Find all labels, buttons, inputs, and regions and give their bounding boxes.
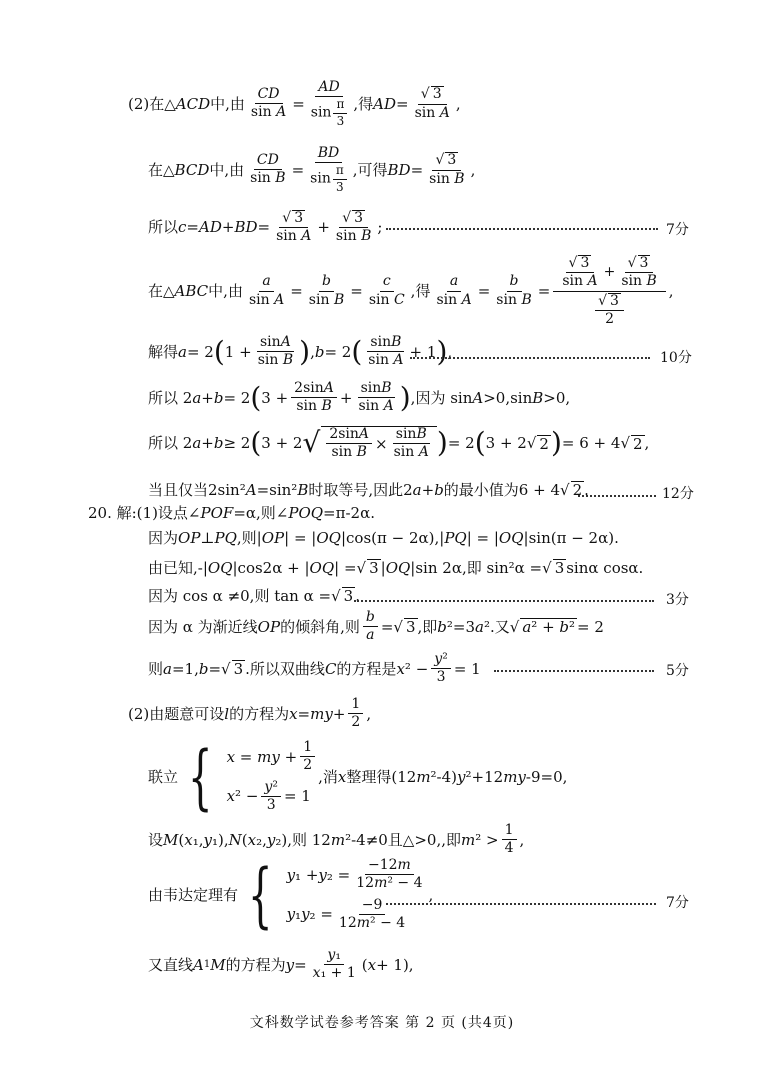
- solution-line-9: 20. 解:(1)设点∠ POF =α,则∠ POQ =π-2α.: [88, 504, 375, 522]
- solution-line-6: 所以 2 a + b = 2 ( 3 + $\frac{2\sin A}{\text{sin B}}$ + $\frac{\sin B}{\text{sin A}}$ ) ,因为 sin A >0,sin B >0,: [148, 380, 571, 415]
- score-12: 12分: [662, 486, 694, 502]
- solution-line-4: 在△ ABC 中,由 $\frac{a}{\text{sin A}}$ = $\frac{b}{\text{sin B}}$ = $\frac{c}{\text{sin C}}$ ,得 $\frac{a}{\text{sin A}}$ = $\frac{b}{\text{sin B}}$ = √ 3 sin A + √ 3 sin B $\frac{√ 3}{2}$ ,: [148, 255, 674, 328]
- leader-dots: [410, 357, 650, 359]
- solution-line-17: 设 M ( x ₁, y ₁), N ( x ₂, y ₂),则 12 m ²-4≠0且△>0,,即 m ² > 1 4 ,: [148, 822, 525, 857]
- solution-line-2: 在△ BCD 中,由 $\frac{CD}{\text{sin B}}$ = BD sin $\frac{\pi}{3}$ ,可得 BD = $\frac{√ 3}{\text{sin B}}$ ,: [148, 145, 476, 194]
- solution-line-3: 所以 c = AD + BD = $\frac{√ 3}{\text{sin A}}$ + $\frac{√ 3}{\text{sin B}}$ ;: [148, 210, 383, 245]
- solution-line-8: 当且仅当2sin² A =sin² B 时取等号,因此2 a + b 的最小值为6 + 4 √ 2 .: [148, 480, 589, 499]
- score-7: 7分: [666, 222, 689, 238]
- solution-line-1: (2)在△ ACD 中,由 $\frac{CD}{\text{sin A}}$ = AD sin $\frac{\pi}{3}$ ,得 AD = $\frac{√ 3}{\text{sin A}}$ ,: [128, 79, 461, 128]
- solution-line-11: 由已知,-| OQ |cos2α + | OQ | = √ 3 | OQ |sin 2α,即 sin²α = √ 3 sinα cosα.: [148, 558, 644, 577]
- score-5: 5分: [666, 663, 689, 679]
- leader-dots: [578, 495, 656, 497]
- solution-line-10: 因为 OP ⊥ PQ ,则| OP | = | OQ |cos(π − 2α),| PQ | = | OQ |sin(π − 2α).: [148, 529, 619, 547]
- score-10: 10分: [660, 350, 692, 366]
- leader-dots: [494, 670, 654, 672]
- solution-line-13: 因为 α 为渐近线 OP 的倾斜角,则 $\frac{b}{a}$ = √ 3 ,即 b ²=3 a ².又 √ a² + b² = 2: [148, 609, 604, 644]
- solution-line-12: 因为 cos α ≠0,则 tan α = √ 3 .: [148, 586, 360, 605]
- solution-line-15: (2)由题意可设 l 的方程为 x = my + $\frac{1}{2}$ ,: [128, 696, 372, 731]
- solution-line-5: 解得 a = 2 ( 1 + $\frac{\sin A}{\text{sin B}}$ ) , b = 2 ( sinB sin A + 1 ) ,: [148, 334, 453, 369]
- page-footer: 文科数学试卷参考答案 第 2 页 (共4页): [249, 1015, 515, 1031]
- leader-dots: [386, 228, 658, 230]
- score-3: 3分: [666, 592, 689, 608]
- solution-line-7: 所以 2 a + b ≥ 2 ( 3 + 2 √ $\frac{2\sin A}{\text{sin B}}$ × $\frac{\sin B}{\text{sin A}}$ ) = 2 ( 3 + 2 √ 2 ) = 6 + 4 √ 2 ,: [148, 425, 650, 461]
- score-7b: 7分: [666, 895, 689, 911]
- solution-line-16: 联立 { x = my + 1 2 x ² − y² 3 = 1 ,消 x 整理得(12 m ²-4) y ²+12 my -9=0,: [148, 735, 568, 818]
- solution-line-19: 又直线 A 1 M 的方程为 y = $\frac{\text{y₁}}{\text{x₁ + 1}}$ ( x + 1),: [148, 947, 414, 982]
- solution-line-14: 则 a =1, b = √ 3 .所以双曲线 C 的方程是 x ² − $\frac{\text{y²}}{3}$ = 1: [148, 651, 481, 686]
- leader-dots: [354, 600, 654, 602]
- leader-dots: [386, 903, 656, 905]
- solution-line-18: 由韦达定理有 { y ₁ + y ₂ = −12m 12m² − 4 y ₁ y ₂ = −9 12m² − 4 ,: [148, 853, 434, 936]
